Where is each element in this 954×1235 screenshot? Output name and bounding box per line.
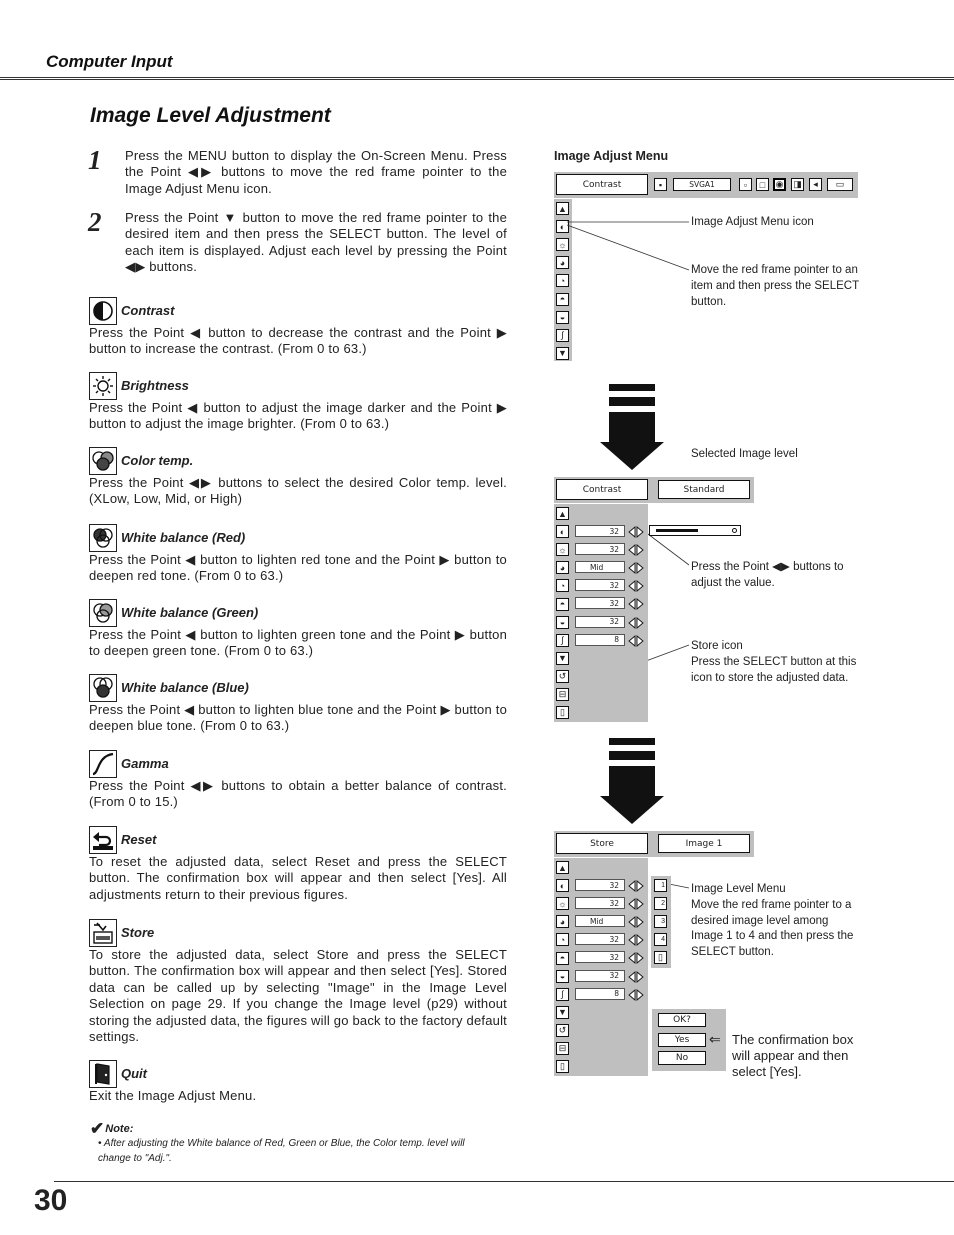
item-heading: Contrast: [121, 303, 175, 318]
contrast-icon[interactable]: ◐: [556, 879, 569, 892]
down-arrow-icon[interactable]: ▼: [556, 347, 569, 360]
quit-icon[interactable]: ▯: [556, 1060, 569, 1073]
screen-icon: □: [756, 178, 769, 191]
quit-icon[interactable]: ▯: [654, 951, 667, 964]
value-box: Mid: [575, 915, 625, 927]
step-number: 2: [88, 207, 102, 237]
value-box: 8: [575, 634, 625, 646]
item-heading: Reset: [121, 832, 157, 847]
contrast-icon[interactable]: ◐: [556, 525, 569, 538]
brightness-icon[interactable]: ☼: [556, 897, 569, 910]
image-level-slot[interactable]: 2: [654, 897, 667, 910]
section-title: Computer Input: [46, 52, 173, 71]
color-temp-icon[interactable]: ◕: [556, 256, 569, 269]
down-arrow-icon[interactable]: ▼: [556, 1006, 569, 1019]
sound-icon: ◂: [809, 178, 822, 191]
image-level-slot[interactable]: 4: [654, 933, 667, 946]
item-body: Press the Point ◀ button to lighten blue tone and the Point ▶ button to deepen blue tone. (From 0 to 63.): [89, 702, 507, 734]
store-icon[interactable]: ⊟: [556, 688, 569, 701]
confirm-yes-button[interactable]: Yes: [658, 1033, 706, 1047]
white-balance-blue-icon[interactable]: ◒: [556, 616, 569, 629]
step-number: 1: [88, 145, 102, 175]
item-heading: Store: [121, 925, 155, 940]
value-box: 8: [575, 988, 625, 1000]
up-arrow-icon[interactable]: ▲: [556, 202, 569, 215]
confirm-no-button[interactable]: No: [658, 1051, 706, 1065]
white-balance-green-icon[interactable]: ◓: [556, 952, 569, 965]
left-right-arrows-icon[interactable]: [628, 525, 644, 537]
checkmark-icon: ✔: [90, 1119, 105, 1138]
confirm-title: OK?: [658, 1013, 706, 1027]
input-icon: ▪: [654, 178, 667, 191]
quit-icon[interactable]: ▯: [556, 706, 569, 719]
item-body: Press the Point ◀ button to lighten green tone and the Point ▶ button to deepen green tone. (From 0 to 63.): [89, 627, 507, 659]
slider-knob: [732, 528, 737, 533]
gamma-icon[interactable]: ∫: [556, 634, 569, 647]
item-heading: White balance (Blue): [121, 680, 249, 695]
left-right-arrows-icon[interactable]: [628, 543, 644, 555]
item-heading: Color temp.: [121, 453, 194, 468]
left-right-arrows-icon[interactable]: [628, 970, 644, 982]
menu-label-box: Contrast: [556, 174, 648, 195]
left-right-arrows-icon[interactable]: [628, 951, 644, 963]
item-body: Press the Point ◀ button to lighten red tone and the Point ▶ button to deepen red tone. (From 0 to 63.): [89, 552, 507, 584]
callout-icon-label: Image Adjust Menu icon: [691, 216, 814, 228]
callout-selected-label: Selected Image level: [691, 448, 798, 460]
note-body: • After adjusting the White balance of Red, Green or Blue, the Color temp. level will change to "Adj.".: [98, 1138, 465, 1164]
item-body: To store the adjusted data, select Store and press the SELECT button. The confirmation box will appear and then select [Yes]. Stored data can be called up by selecting "Image" in the Image Level Selection on page 29. If you change the Image level (p29) without storing the adjusted data, the figures will go back to the factory default settings.: [89, 947, 507, 1045]
brightness-icon[interactable]: ☼: [556, 238, 569, 251]
level-box: Image 1: [658, 834, 750, 853]
left-right-arrows-icon[interactable]: [628, 915, 644, 927]
image-level-slot[interactable]: 3: [654, 915, 667, 928]
item-heading: White balance (Red): [121, 530, 246, 545]
callout-level-label: Image Level Menu Move the red frame pointer to a desired image level among Image 1 to 4 and then press the SELECT button.: [691, 883, 854, 959]
value-box: 32: [575, 933, 625, 945]
white-balance-green-icon[interactable]: ◓: [556, 598, 569, 611]
menu-label-box: Store: [556, 833, 648, 854]
item-heading: Quit: [121, 1066, 147, 1081]
source-box: SVGA1: [673, 178, 731, 191]
value-box: 32: [575, 525, 625, 537]
white-balance-blue-icon[interactable]: ◒: [556, 970, 569, 983]
left-right-arrows-icon[interactable]: [628, 579, 644, 591]
white-balance-green-icon[interactable]: ◓: [556, 293, 569, 306]
left-right-arrows-icon[interactable]: [628, 897, 644, 909]
left-right-arrows-icon[interactable]: [628, 879, 644, 891]
value-box: 32: [575, 597, 625, 609]
page-number: 30: [34, 1184, 68, 1217]
left-right-arrows-icon[interactable]: [628, 597, 644, 609]
slider-fill: [656, 529, 698, 532]
page-title: Image Level Adjustment: [90, 104, 331, 127]
up-arrow-icon[interactable]: ▲: [556, 507, 569, 520]
reset-icon[interactable]: ↺: [556, 670, 569, 683]
value-box: 32: [575, 951, 625, 963]
item-body: Press the Point ◀ button to adjust the image darker and the Point ▶ button to adjust the image brighter. (From 0 to 63.): [89, 400, 507, 432]
down-arrow-icon[interactable]: ▼: [556, 652, 569, 665]
up-arrow-icon[interactable]: ▲: [556, 861, 569, 874]
menu-label-box: Contrast: [556, 479, 648, 500]
white-balance-red-icon[interactable]: ◔: [556, 933, 569, 946]
left-right-arrows-icon[interactable]: [628, 616, 644, 628]
white-balance-blue-icon[interactable]: ◒: [556, 311, 569, 324]
value-box: Mid: [575, 561, 625, 573]
value-box: 32: [575, 579, 625, 591]
image-adjust-menu-icon: ◉: [773, 178, 786, 191]
gamma-icon[interactable]: ∫: [556, 988, 569, 1001]
setting-icon: ▭: [827, 178, 853, 191]
callout-adjust-label: Press the Point ◀▶ buttons to adjust the value.: [691, 561, 844, 589]
contrast-icon[interactable]: ◐: [556, 220, 569, 233]
left-right-arrows-icon[interactable]: [628, 634, 644, 646]
pc-adjust-icon: ▫: [739, 178, 752, 191]
item-body: Press the Point ◀▶ buttons to select the desired Color temp. level. (XLow, Low, Mid, or High): [89, 475, 507, 507]
gamma-icon[interactable]: ∫: [556, 329, 569, 342]
image-select-icon: ◨: [791, 178, 804, 191]
item-body: To reset the adjusted data, select Reset and press the SELECT button. The confirmation box will appear and then select [Yes]. All adjustments return to their previous figures.: [89, 854, 507, 902]
diagram-heading: Image Adjust Menu: [554, 149, 669, 163]
reset-icon[interactable]: ↺: [556, 1024, 569, 1037]
note-label: Note:: [105, 1123, 134, 1135]
left-right-arrows-icon[interactable]: [628, 561, 644, 573]
contrast-slider[interactable]: [649, 525, 741, 536]
value-box: 32: [575, 616, 625, 628]
left-right-arrows-icon[interactable]: [628, 933, 644, 945]
item-heading: Brightness: [121, 378, 189, 393]
brightness-icon[interactable]: ☼: [556, 543, 569, 556]
item-body: Press the Point ◀▶ buttons to obtain a better balance of contrast. (From 0 to 15.): [89, 778, 507, 810]
item-body: Exit the Image Adjust Menu.: [89, 1088, 257, 1103]
down-arrow-2-icon: [600, 738, 664, 824]
color-temp-icon[interactable]: ◕: [556, 561, 569, 574]
step-text: Press the MENU button to display the On-Screen Menu. Press the Point ◀▶ buttons to move the red frame pointer to the Image Adjust Menu icon.: [125, 148, 507, 196]
item-body: Press the Point ◀ button to decrease the contrast and the Point ▶ button to increase the contrast. (From 0 to 63.): [89, 325, 507, 357]
white-balance-red-icon[interactable]: ◔: [556, 579, 569, 592]
item-heading: Gamma: [121, 756, 169, 771]
value-box: 32: [575, 897, 625, 909]
callout-confirm-label: The confirmation box will appear and then select [Yes].: [732, 1032, 854, 1079]
white-balance-red-icon[interactable]: ◔: [556, 274, 569, 287]
image-level-slot[interactable]: 1: [654, 879, 667, 892]
callout-store-label: Store icon Press the SELECT button at this icon to store the adjusted data.: [691, 640, 857, 684]
down-arrow-1-icon: [600, 384, 664, 470]
store-icon[interactable]: ⊟: [556, 1042, 569, 1055]
value-box: 32: [575, 879, 625, 891]
step-text: Press the Point ▼ button to move the red frame pointer to the desired item and then press the SELECT button. The level of each item is displayed. Adjust each level by pressing the Point ◀▶ buttons.: [125, 210, 507, 275]
callout-pointer-label: Move the red frame pointer to an item and then press the SELECT button.: [691, 264, 859, 308]
level-box: Standard: [658, 480, 750, 499]
value-box: 32: [575, 543, 625, 555]
color-temp-icon[interactable]: ◕: [556, 915, 569, 928]
pointer-arrow-icon: ⇐: [709, 1031, 721, 1047]
value-box: 32: [575, 970, 625, 982]
item-heading: White balance (Green): [121, 605, 259, 620]
left-right-arrows-icon[interactable]: [628, 988, 644, 1000]
